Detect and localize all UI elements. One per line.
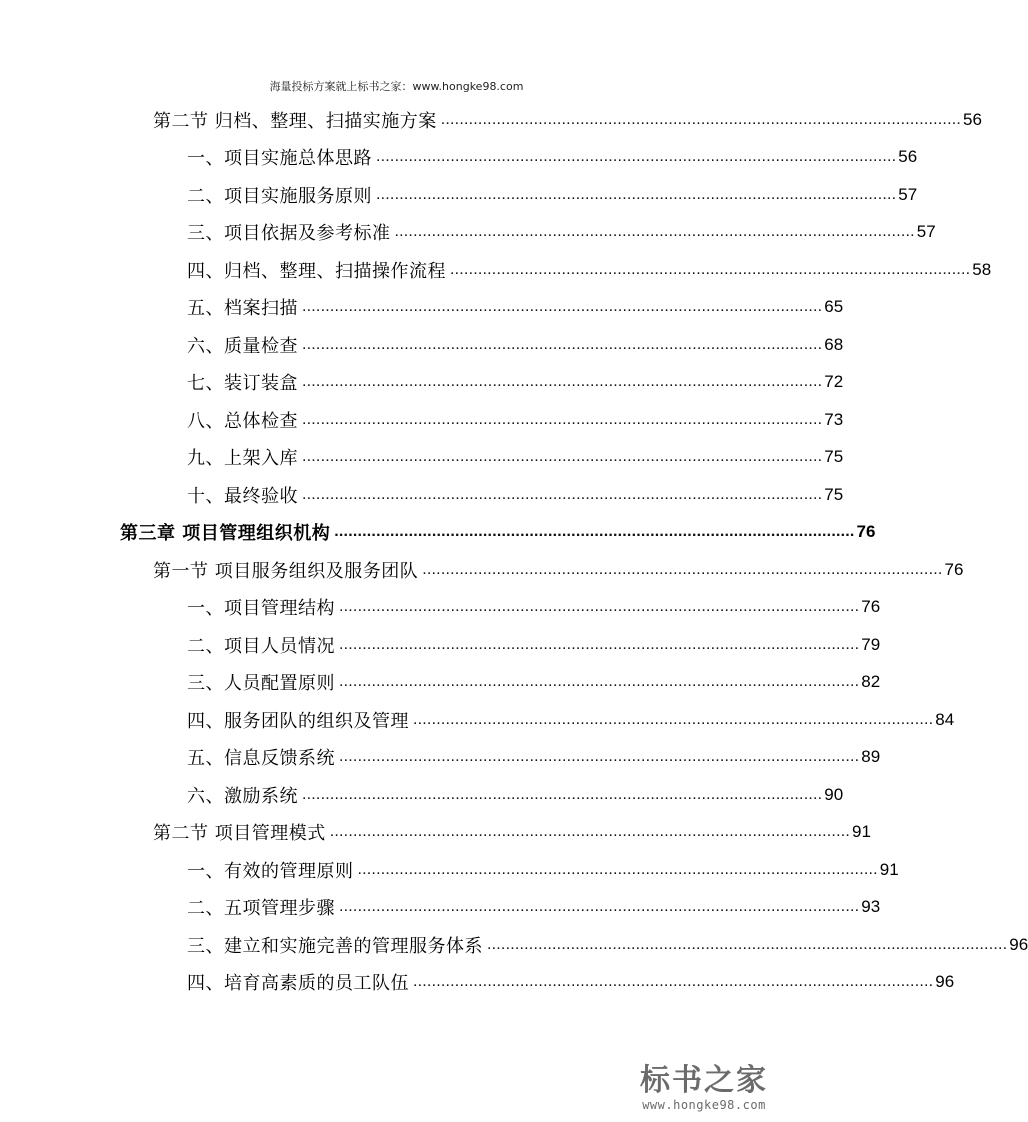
toc-leader: ................................................................................................................ (339, 898, 860, 915)
toc-entry-title: 四、服务团队的组织及管理 (187, 710, 409, 732)
toc-entry-title: 第二节 项目管理模式 (153, 823, 326, 844)
toc-leader: ................................................................................................................ (413, 710, 934, 728)
toc-leader: ................................................................................................................ (413, 973, 934, 990)
toc-entry-title: 第一节 项目服务组织及服务团队 (153, 560, 419, 582)
toc-entry[interactable] (187, 476, 844, 513)
toc-entry[interactable] (153, 101, 982, 138)
toc-entry-title: 三、项目依据及参考标准 (187, 223, 391, 244)
toc-leader: ................................................................................................................ (339, 598, 860, 615)
toc-entry-title: 一、项目实施总体思路 (187, 148, 372, 169)
toc-entry-page: 56 (898, 147, 918, 166)
toc-leader: ................................................................................................................ (302, 335, 823, 353)
toc-entry[interactable] (187, 439, 844, 476)
toc-entry[interactable] (187, 664, 881, 701)
toc-entry-title: 四、归档、整理、扫描操作流程 (187, 260, 446, 282)
toc-leader: ................................................................................................................ (302, 298, 823, 315)
toc-entry-page: 82 (861, 672, 881, 691)
toc-leader: ................................................................................................................ (422, 560, 943, 578)
toc-leader: ................................................................................................................ (339, 635, 860, 653)
toc-leader: ................................................................................................................ (357, 860, 878, 878)
toc-entry-title: 四、培育高素质的员工队伍 (187, 973, 409, 994)
toc-entry-title: 六、质量检查 (187, 335, 298, 357)
toc-entry-page: 76 (861, 597, 881, 616)
toc-entry[interactable] (187, 289, 844, 326)
toc-leader: ................................................................................................................ (440, 110, 962, 128)
toc-entry-title: 一、项目管理结构 (187, 598, 335, 619)
toc-leader: ................................................................................................................ (487, 935, 1008, 953)
toc-entry[interactable] (153, 551, 964, 588)
toc-entry-page: 93 (861, 897, 881, 916)
toc-leader: ................................................................................................................ (302, 485, 823, 503)
logo-url: www.hongke98.com (642, 1098, 766, 1112)
toc-entry-page: 91 (879, 859, 899, 879)
toc-leader: ................................................................................................................ (339, 748, 860, 765)
toc-leader: ................................................................................................................ (450, 260, 971, 278)
toc-entry-page: 75 (824, 484, 844, 504)
toc-entry-page: 84 (935, 709, 955, 729)
toc-entry-title: 七、装订装盒 (187, 373, 298, 394)
toc-entry-page: 68 (824, 334, 844, 354)
toc-leader: ................................................................................................................ (334, 523, 855, 540)
toc-entry-page: 57 (916, 222, 936, 241)
toc-entry[interactable] (187, 776, 844, 813)
toc-entry[interactable] (187, 889, 881, 926)
toc-entry-page: 75 (824, 447, 844, 466)
toc-entry-page: 57 (898, 184, 918, 204)
toc-entry[interactable] (187, 251, 992, 288)
toc-entry-page: 79 (861, 634, 881, 654)
toc-entry[interactable] (187, 139, 918, 176)
toc-entry-title: 三、人员配置原则 (187, 673, 335, 694)
toc-leader: ................................................................................................................ (394, 223, 915, 240)
toc-entry-title: 二、项目人员情况 (187, 635, 335, 657)
toc-entry-page: 72 (824, 372, 844, 391)
toc-entry[interactable] (187, 739, 881, 776)
toc-entry[interactable] (187, 851, 899, 888)
toc-entry-page: 90 (824, 784, 844, 804)
page-header: 海量投标方案就上标书之家：www.hongke98.com (269, 80, 524, 93)
toc-entry[interactable] (187, 176, 918, 213)
toc-leader: ................................................................................................................ (302, 410, 823, 428)
toc-entry-title: 二、项目实施服务原则 (187, 185, 372, 207)
toc-entry-page: 76 (856, 522, 876, 541)
toc-entry[interactable] (153, 814, 871, 851)
toc-chapter-entry[interactable] (120, 514, 876, 551)
site-logo (629, 1064, 779, 1112)
toc-entry-page: 76 (944, 559, 964, 579)
toc-entry[interactable] (187, 589, 881, 626)
toc-entry[interactable] (187, 326, 844, 363)
toc-entry-title: 十、最终验收 (187, 485, 298, 507)
toc-entry[interactable] (187, 964, 955, 1001)
toc-entry-page: 89 (861, 747, 881, 766)
toc-leader: ................................................................................................................ (302, 448, 823, 465)
toc-entry-page: 96 (935, 972, 955, 991)
toc-entry-page: 65 (824, 297, 844, 316)
toc-entry-title: 二、五项管理步骤 (187, 898, 335, 919)
toc-leader: ................................................................................................................ (339, 673, 860, 690)
toc-entry-page: 96 (1009, 934, 1028, 954)
toc-entry-page: 73 (824, 409, 844, 429)
toc-leader: ................................................................................................................ (376, 185, 897, 203)
toc-entry-title: 五、信息反馈系统 (187, 748, 335, 769)
toc-leader: ................................................................................................................ (376, 148, 897, 165)
toc-entry-title: 一、有效的管理原则 (187, 860, 354, 882)
toc-entry-page: 56 (963, 109, 982, 129)
logo-name: 标书之家 (640, 1063, 768, 1098)
toc-leader: ................................................................................................................ (302, 785, 823, 803)
toc-entry[interactable] (187, 926, 1028, 963)
toc-entry-title: 第三章 项目管理组织机构 (120, 523, 331, 544)
toc-entry[interactable] (187, 626, 881, 663)
toc-entry-title: 五、档案扫描 (187, 298, 298, 319)
toc-entry[interactable] (187, 214, 936, 251)
toc-entry-title: 八、总体检查 (187, 410, 298, 432)
toc-entry-page: 58 (972, 259, 992, 279)
toc-entry-title: 九、上架入库 (187, 448, 298, 469)
toc-entry[interactable] (187, 401, 844, 438)
toc-entry-title: 第二节 归档、整理、扫描实施方案 (153, 110, 437, 132)
toc-leader: ................................................................................................................ (329, 823, 851, 840)
toc-leader: ................................................................................................................ (302, 373, 823, 390)
toc-entry[interactable] (187, 701, 955, 738)
toc-entry[interactable] (187, 364, 844, 401)
toc-entry-title: 三、建立和实施完善的管理服务体系 (187, 935, 483, 957)
toc-entry-title: 六、激励系统 (187, 785, 298, 807)
toc-entry-page: 91 (852, 822, 871, 841)
